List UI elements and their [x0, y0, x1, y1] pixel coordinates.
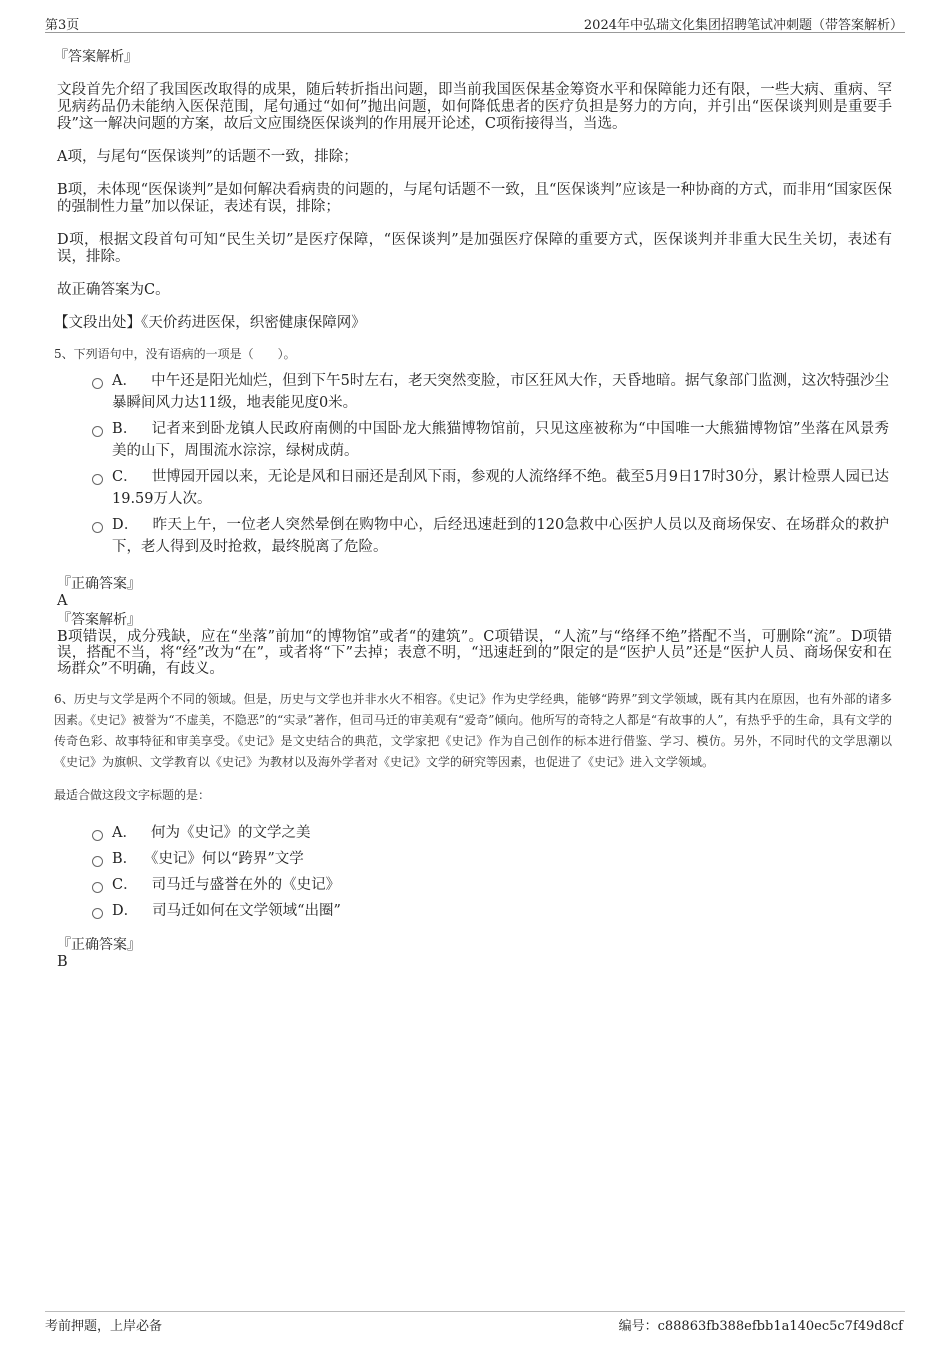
option-c[interactable] [92, 466, 889, 510]
radio-icon[interactable] [92, 522, 103, 533]
radio-icon[interactable] [92, 378, 103, 389]
option-text: 世博园开园以来，无论是风和日丽还是刮风下雨，参观的人流络绎不绝。截至5月9日17时30分，累计检票人园已达19.59万人次。 [112, 469, 889, 507]
option-a[interactable] [92, 822, 889, 844]
radio-icon[interactable] [92, 856, 103, 867]
page-footer [45, 1311, 905, 1334]
correct-answer: A [57, 593, 68, 609]
radio-icon[interactable] [92, 426, 103, 437]
question-5 [54, 344, 892, 677]
analysis-label: 『答案解析』 [54, 49, 138, 65]
analysis-option-b: B项，未体现“医保谈判”是如何解决看病贵的问题的，与尾句话题不一致，且“医保谈判”应该是一种协商的方式，而非用“国家医保的强制性力量”加以保证，表述有误，排除； [57, 182, 892, 215]
document-title: 2024年中弘瑞文化集团招聘笔试冲刺题（带答案解析） [583, 18, 903, 33]
option-text: 昨天上午，一位老人突然晕倒在购物中心，后经迅速赶到的120急救中心医护人员以及商场保安、在场群众的救护下，老人得到及时抢救，最终脱离了危险。 [112, 517, 889, 555]
document-serial: 编号：c88863fb388efbb1a140ec5c7f49d8cf [618, 1319, 903, 1334]
page-content [54, 46, 892, 970]
radio-icon[interactable] [92, 830, 103, 841]
footer-slogan: 考前押题，上岸必备 [45, 1319, 163, 1334]
answer-label: 『正确答案』 [57, 937, 141, 953]
analysis-option-d: D项，根据文段首句可知“民生关切”是医疗保障，“医保谈判”是加强医疗保障的重要方式，医保谈判并非重大民生关切，表述有误，排除。 [57, 232, 892, 265]
analysis-paragraph: 文段首先介绍了我国医改取得的成果，随后转折指出问题，即当前我国医保基金筹资水平和保障能力还有限，一些大病、重病、罕见病药品仍未能纳入医保范围，尾句通过“如何”抛出问题，如何降低患者的医疗负担是努力的方向，并引出“医保谈判则是重要手段”这一解决问题的方案，故后文应围绕医保谈判的作用展开论述，C项衔接得当，当选。 [57, 82, 892, 132]
option-text: 司马迁如何在文学领域“出圈” [152, 903, 341, 919]
page-number: 第3页 [45, 18, 80, 33]
option-key: B． [112, 421, 138, 437]
radio-icon[interactable] [92, 882, 103, 893]
option-text: 何为《史记》的文学之美 [150, 825, 311, 841]
source-citation: 【文段出处】《天价药进医保，织密健康保障网》 [54, 315, 366, 331]
answer-block [57, 573, 892, 677]
option-d[interactable] [92, 514, 889, 558]
q4-analysis [54, 46, 892, 332]
option-key: C． [112, 469, 138, 485]
analysis-conclusion: 故正确答案为C。 [57, 282, 170, 298]
radio-icon[interactable] [92, 908, 103, 919]
option-key: D． [112, 517, 139, 533]
page-header [45, 12, 905, 33]
option-key: A． [112, 373, 138, 389]
answer-block [57, 934, 892, 970]
answer-label: 『正确答案』 [57, 576, 141, 592]
option-list [92, 370, 889, 558]
option-d[interactable] [92, 900, 889, 922]
option-text: 司马迁与盛誉在外的《史记》 [151, 877, 341, 893]
option-text: 中午还是阳光灿烂，但到下午5时左右，老天突然变脸，市区狂风大作，天昏地暗。据气象部门监测，这次特强沙尘暴瞬间风力达11级，地表能见度0米。 [112, 373, 889, 411]
option-list [92, 822, 889, 922]
question-6 [54, 689, 892, 970]
analysis-option-a: A项，与尾句“医保谈判”的话题不一致，排除； [57, 149, 358, 165]
question-stem: 6、历史与文学是两个不同的领域。但是，历史与文学也并非水火不相容。《史记》作为史学经典，能够“跨界”到文学领域，既有其内在原因，也有外部的诸多因素。《史记》被誉为“不虚美，不隐恶”的“实录”著作，但司马迁的审美观有“爱奇”倾向。他所写的奇特之人都是“有故事的人”，有热乎乎的生命，具有文学的传奇色彩、故事特征和审美享受。《史记》是文史结合的典范，文学家把《史记》作为自己创作的标本进行借鉴、学习、模仿。另外，不同时代的文学思潮以《史记》为旗帜、文学教育以《史记》为教材以及海外学者对《史记》文学的研究等因素，也促进了《史记》进入文学领域。 [54, 692, 892, 769]
option-a[interactable] [92, 370, 889, 414]
option-b[interactable] [92, 848, 889, 870]
question-stem: 5、下列语句中，没有语病的一项是（ ）。 [54, 347, 296, 361]
option-text: 记者来到卧龙镇人民政府南侧的中国卧龙大熊猫博物馆前，只见这座被称为“中国唯一大熊猫博物馆”坐落在风景秀美的山下，周围流水淙淙，绿树成荫。 [112, 421, 889, 459]
analysis-label: 『答案解析』 [57, 612, 141, 628]
answer-analysis: B项错误，成分残缺，应在“坐落”前加“的博物馆”或者“的建筑”。C项错误，“人流”与“络绎不绝”搭配不当，可删除“流”。D项错误，搭配不当，将“经”改为“在”，或者将“下”去掉；表意不明，“迅速赶到的”限定的是“医护人员”还是“医护人员、商场保安和在场群众”不明确，有歧义。 [57, 629, 892, 677]
radio-icon[interactable] [92, 474, 103, 485]
option-key: D． [112, 903, 139, 919]
option-c[interactable] [92, 874, 889, 896]
option-key: C． [112, 877, 138, 893]
option-key: B． [112, 851, 138, 867]
option-b[interactable] [92, 418, 889, 462]
option-text: 《史记》何以“跨界”文学 [151, 851, 304, 867]
question-prompt: 最适合做这段文字标题的是： [54, 788, 211, 802]
correct-answer: B [57, 954, 68, 970]
option-key: A． [112, 825, 137, 841]
